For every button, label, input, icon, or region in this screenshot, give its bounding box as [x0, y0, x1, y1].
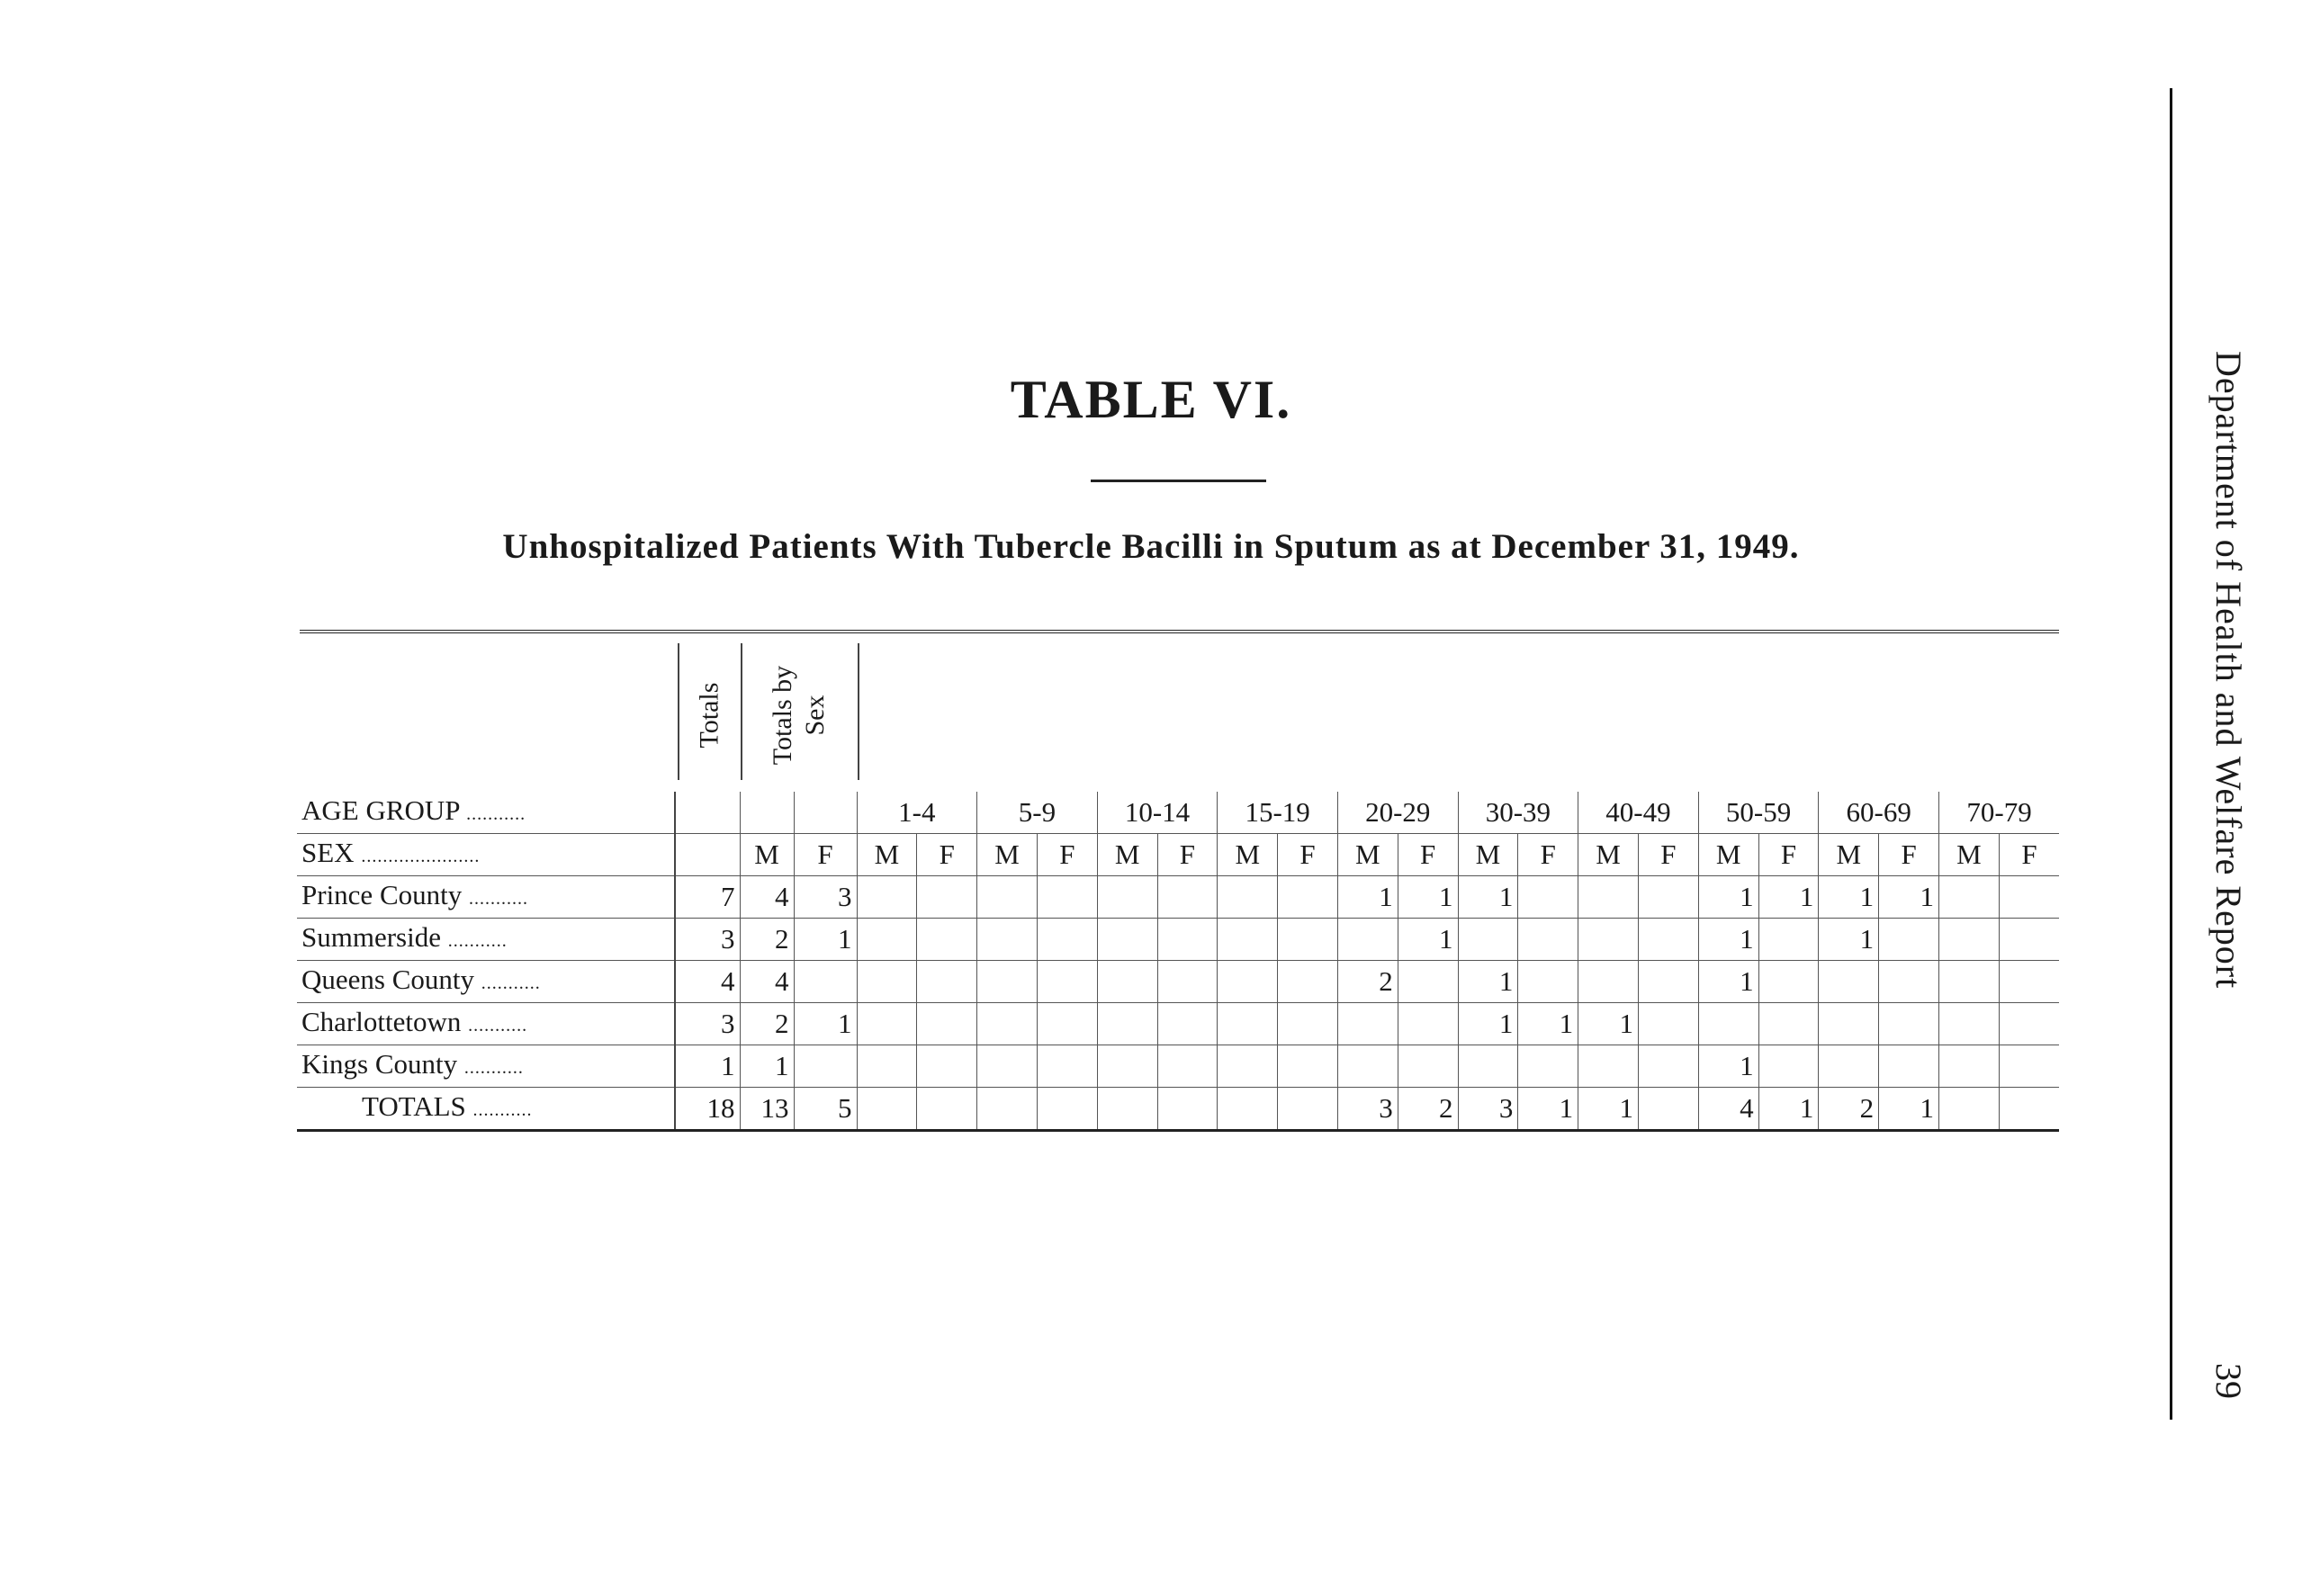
table-cell	[857, 961, 917, 1003]
table-cell	[1097, 1003, 1157, 1045]
table-cell	[1278, 919, 1338, 961]
table-cell	[917, 876, 977, 919]
table-cell: 1	[1698, 961, 1758, 1003]
table-cell: 1	[1819, 919, 1879, 961]
row-total: 7	[675, 876, 740, 919]
table-cell	[1278, 1088, 1338, 1131]
sex-header-m: M	[740, 834, 794, 876]
table-cell: 1	[1879, 876, 1939, 919]
age-group-label: AGE GROUP ...........	[297, 792, 675, 834]
age-group-1-4: 1-4	[857, 792, 977, 834]
table-cell	[917, 1003, 977, 1045]
table-cell	[1037, 1088, 1097, 1131]
table-row	[297, 919, 2059, 961]
row-male-total: 2	[740, 919, 794, 961]
table-title: TABLE VI.	[1010, 370, 1292, 429]
table-cell: 1	[1578, 1088, 1639, 1131]
table-cell	[1819, 961, 1879, 1003]
row-label: Queens County ...........	[297, 961, 675, 1003]
row-total: 4	[675, 961, 740, 1003]
table-cell	[1518, 876, 1578, 919]
table-cell	[1337, 1003, 1398, 1045]
table-cell	[1999, 1045, 2059, 1088]
table-cell	[1458, 1045, 1518, 1088]
row-label: Prince County ...........	[297, 876, 675, 919]
table-row	[297, 876, 2059, 919]
table-cell: 1	[1518, 1003, 1578, 1045]
sex-header-m: M	[1698, 834, 1758, 876]
table-cell	[1578, 961, 1639, 1003]
sex-header-f: F	[794, 834, 857, 876]
table-cell	[1938, 876, 1999, 919]
table-cell: 1	[1337, 876, 1398, 919]
table-cell	[1458, 919, 1518, 961]
table-cell	[1938, 1045, 1999, 1088]
table-cell	[917, 1088, 977, 1131]
table-cell	[1578, 876, 1639, 919]
table-cell	[1638, 1003, 1698, 1045]
age-group-70-79: 70-79	[1938, 792, 2059, 834]
table-cell	[1218, 919, 1278, 961]
table-cell	[1097, 1088, 1157, 1131]
table-cell	[1157, 1003, 1218, 1045]
sex-header-m: M	[1337, 834, 1398, 876]
sex-header-m: M	[857, 834, 917, 876]
age-group-50-59: 50-59	[1698, 792, 1819, 834]
sex-header-m: M	[1218, 834, 1278, 876]
sex-header-m: M	[1578, 834, 1639, 876]
sex-header-f: F	[1398, 834, 1458, 876]
table-cell	[1398, 1045, 1458, 1088]
row-male-total: 2	[740, 1003, 794, 1045]
table-cell: 1	[1698, 919, 1758, 961]
row-male-total: 13	[740, 1088, 794, 1131]
table-cell	[1037, 1003, 1097, 1045]
totals-by-sex-column-header: Totals by Sex	[768, 665, 830, 766]
table-cell	[1398, 1003, 1458, 1045]
table-cell	[1938, 961, 1999, 1003]
table-cell	[1578, 1045, 1639, 1088]
table-cell	[1999, 961, 2059, 1003]
table-cell	[1218, 1088, 1278, 1131]
table-cell	[1999, 876, 2059, 919]
table-cell	[1938, 1003, 1999, 1045]
table-cell	[1638, 961, 1698, 1003]
row-label: Charlottetown ...........	[297, 1003, 675, 1045]
age-group-5-9: 5-9	[977, 792, 1098, 834]
table-cell	[1337, 919, 1398, 961]
table-subtitle: Unhospitalized Patients With Tubercle Bacilli in Sputum as at December 31, 1949.	[502, 527, 1800, 566]
table-cell	[1157, 961, 1218, 1003]
table-cell: 1	[1698, 1045, 1758, 1088]
table-cell	[1879, 961, 1939, 1003]
table-cell	[1999, 919, 2059, 961]
table-cell	[1879, 1045, 1939, 1088]
table-cell	[1518, 919, 1578, 961]
row-total: 18	[675, 1088, 740, 1131]
row-total: 1	[675, 1045, 740, 1088]
totals-column-header: Totals	[694, 682, 724, 749]
sex-header-f: F	[1278, 834, 1338, 876]
table-cell	[1278, 876, 1338, 919]
table-cell: 1	[1578, 1003, 1639, 1045]
totals-row	[297, 1088, 2059, 1131]
sex-header-f: F	[1758, 834, 1819, 876]
row-female-total: 1	[794, 919, 857, 961]
row-label: Kings County ...........	[297, 1045, 675, 1088]
table-cell	[857, 1003, 917, 1045]
table-cell	[977, 919, 1038, 961]
table-cell	[1819, 1045, 1879, 1088]
age-group-40-49: 40-49	[1578, 792, 1699, 834]
table-cell	[1999, 1003, 2059, 1045]
row-male-total: 4	[740, 876, 794, 919]
table-cell	[1337, 1045, 1398, 1088]
table-cell	[1278, 961, 1338, 1003]
table-cell: 1	[1758, 876, 1819, 919]
table-cell	[1758, 961, 1819, 1003]
table-cell	[1758, 1003, 1819, 1045]
table-cell	[1638, 1088, 1698, 1131]
sex-header-f: F	[1157, 834, 1218, 876]
table-cell	[1638, 876, 1698, 919]
table-cell	[1218, 1003, 1278, 1045]
age-group-row	[297, 792, 2059, 834]
table-cell	[1097, 961, 1157, 1003]
running-header: Department of Health and Welfare Report	[2208, 351, 2249, 990]
table-row	[297, 1045, 2059, 1088]
row-total: 3	[675, 1003, 740, 1045]
row-label: Summerside ...........	[297, 919, 675, 961]
table-cell	[857, 1088, 917, 1131]
sex-header-f: F	[1037, 834, 1097, 876]
table-cell: 1	[1458, 961, 1518, 1003]
table-cell: 3	[1458, 1088, 1518, 1131]
row-female-total: 1	[794, 1003, 857, 1045]
sex-header-f: F	[1638, 834, 1698, 876]
row-male-total: 4	[740, 961, 794, 1003]
table-cell	[977, 876, 1038, 919]
table-cell	[1218, 1045, 1278, 1088]
age-group-20-29: 20-29	[1337, 792, 1458, 834]
sex-header-f: F	[917, 834, 977, 876]
header-divider-right	[858, 643, 859, 780]
table-cell	[857, 876, 917, 919]
table-cell: 1	[1458, 1003, 1518, 1045]
table-cell	[1157, 876, 1218, 919]
table-top-rule	[300, 630, 2059, 639]
table-cell	[1157, 1088, 1218, 1131]
sex-header-m: M	[1938, 834, 1999, 876]
age-group-10-14: 10-14	[1097, 792, 1218, 834]
table-cell: 4	[1698, 1088, 1758, 1131]
table-cell	[1638, 919, 1698, 961]
table-cell	[1157, 919, 1218, 961]
table-cell	[1758, 919, 1819, 961]
sex-row	[297, 834, 2059, 876]
row-total: 3	[675, 919, 740, 961]
table-cell	[977, 1045, 1038, 1088]
table-cell	[977, 961, 1038, 1003]
table-cell: 2	[1398, 1088, 1458, 1131]
table-cell	[1758, 1045, 1819, 1088]
table-cell: 1	[1819, 876, 1879, 919]
row-female-total	[794, 1045, 857, 1088]
sex-header-m: M	[1458, 834, 1518, 876]
sex-header-m: M	[1819, 834, 1879, 876]
table-cell	[917, 1045, 977, 1088]
row-female-total: 5	[794, 1088, 857, 1131]
table-cell: 2	[1819, 1088, 1879, 1131]
table-cell: 3	[1337, 1088, 1398, 1131]
table-cell	[1218, 876, 1278, 919]
page-number: 39	[2208, 1363, 2249, 1399]
table-cell	[917, 961, 977, 1003]
table-cell	[1037, 876, 1097, 919]
table-cell: 2	[1337, 961, 1398, 1003]
table-cell	[917, 919, 977, 961]
sex-label: SEX ......................	[297, 834, 675, 876]
sex-header-m: M	[977, 834, 1038, 876]
title-rule	[1091, 480, 1266, 482]
row-female-total	[794, 961, 857, 1003]
table-cell	[977, 1003, 1038, 1045]
table-cell	[1999, 1088, 2059, 1131]
table-cell	[1278, 1003, 1338, 1045]
table-cell	[1819, 1003, 1879, 1045]
table-cell	[977, 1088, 1038, 1131]
age-group-30-39: 30-39	[1458, 792, 1578, 834]
sex-header-m: M	[1097, 834, 1157, 876]
table-cell: 1	[1458, 876, 1518, 919]
table-cell	[1879, 1003, 1939, 1045]
table-cell	[1938, 919, 1999, 961]
table-cell	[1218, 961, 1278, 1003]
sex-header-f: F	[1518, 834, 1578, 876]
table-cell: 1	[1698, 876, 1758, 919]
sex-header-f: F	[1879, 834, 1939, 876]
table-cell: 1	[1518, 1088, 1578, 1131]
table-cell	[1518, 961, 1578, 1003]
table-cell	[1097, 919, 1157, 961]
table-cell	[857, 919, 917, 961]
row-male-total: 1	[740, 1045, 794, 1088]
table-cell	[1037, 961, 1097, 1003]
table-cell	[1518, 1045, 1578, 1088]
table-cell	[1097, 1045, 1157, 1088]
table-cell	[1037, 1045, 1097, 1088]
table-cell: 1	[1758, 1088, 1819, 1131]
tuberculosis-table	[297, 792, 2059, 1132]
row-female-total: 3	[794, 876, 857, 919]
table-cell: 1	[1398, 919, 1458, 961]
row-label: TOTALS ...........	[297, 1088, 675, 1131]
age-group-15-19: 15-19	[1218, 792, 1338, 834]
table-row	[297, 1003, 2059, 1045]
sex-header-f: F	[1999, 834, 2059, 876]
table-cell	[1698, 1003, 1758, 1045]
table-cell	[1037, 919, 1097, 961]
table-cell	[1278, 1045, 1338, 1088]
table-cell	[1938, 1088, 1999, 1131]
table-cell	[1398, 961, 1458, 1003]
table-cell	[857, 1045, 917, 1088]
table-cell	[1638, 1045, 1698, 1088]
table-row	[297, 961, 2059, 1003]
table-cell	[1578, 919, 1639, 961]
age-group-60-69: 60-69	[1819, 792, 1939, 834]
table-cell	[1097, 876, 1157, 919]
table-cell: 1	[1398, 876, 1458, 919]
table-cell	[1157, 1045, 1218, 1088]
table-cell	[1879, 919, 1939, 961]
side-rule	[2170, 88, 2172, 1420]
table-cell: 1	[1879, 1088, 1939, 1131]
